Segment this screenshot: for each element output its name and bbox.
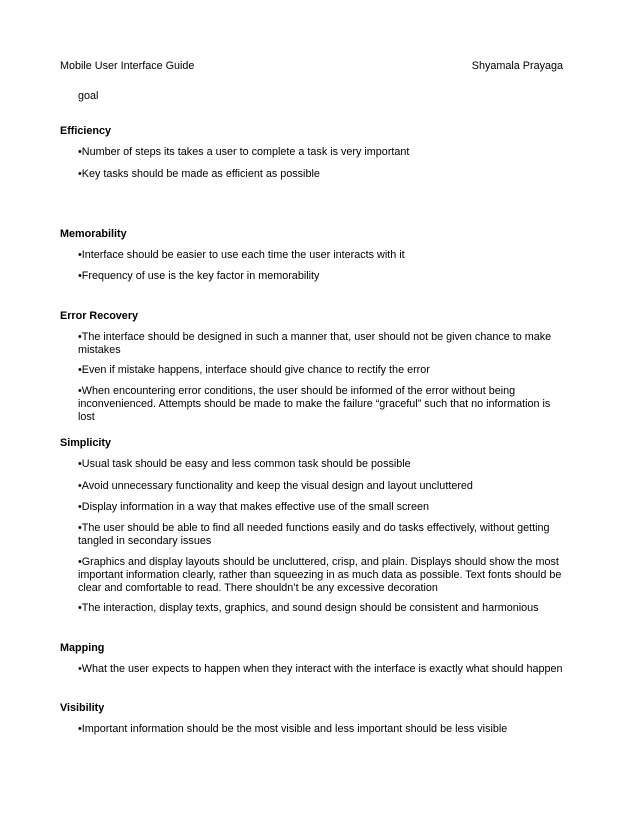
bullet-item: •The user should be able to find all needed functions easily and do tasks effectively, without getting tangled in secondary issues [78, 522, 550, 547]
author-name: Shyamala Prayaga [471, 60, 563, 72]
bullet-item: •Frequency of use is the key factor in memorability [78, 270, 320, 282]
bullet-item: •Display information in a way that makes effective use of the small screen [78, 501, 430, 513]
document-title: Mobile User Interface Guide [60, 60, 195, 72]
bullet-item: •Even if mistake happens, interface should give chance to rectify the error [78, 364, 430, 376]
bullet-item: •When encountering error conditions, the user should be informed of the error without being inconvenienced. Attempts should be made to make the failure “graceful” such that no information is lost [78, 385, 551, 423]
section-heading-memorability: Memorability [60, 228, 127, 240]
bullet-item: •What the user expects to happen when they interact with the interface is exactly what should happen [78, 663, 563, 675]
section-heading-visibility: Visibility [60, 702, 105, 714]
bullet-item: •Important information should be the most visible and less important should be less visible [78, 723, 508, 735]
bullet-item: •Interface should be easier to use each time the user interacts with it [78, 249, 405, 261]
bullet-item: •Graphics and display layouts should be uncluttered, crisp, and plain. Displays should show the most important information clearly, rather than squeezing in as much data as possible. Text fonts should be clear and comfortable to read. There shouldn’t be any excessive decoration [78, 556, 562, 594]
section-heading-mapping: Mapping [60, 642, 105, 654]
intro-text: goal [78, 90, 99, 102]
bullet-item: •Avoid unnecessary functionality and keep the visual design and layout uncluttered [78, 480, 473, 492]
bullet-item: •Usual task should be easy and less common task should be possible [78, 458, 411, 470]
section-heading-simplicity: Simplicity [60, 437, 112, 449]
bullet-item: •The interaction, display texts, graphics, and sound design should be consistent and harmonious [78, 602, 539, 614]
bullet-item: •Number of steps its takes a user to complete a task is very important [78, 146, 410, 158]
section-heading-error-recovery: Error Recovery [60, 310, 139, 322]
section-heading-efficiency: Efficiency [60, 125, 112, 137]
bullet-item: •The interface should be designed in such a manner that, user should not be given chance to make mistakes [78, 331, 552, 356]
bullet-item: •Key tasks should be made as efficient as possible [78, 168, 320, 180]
